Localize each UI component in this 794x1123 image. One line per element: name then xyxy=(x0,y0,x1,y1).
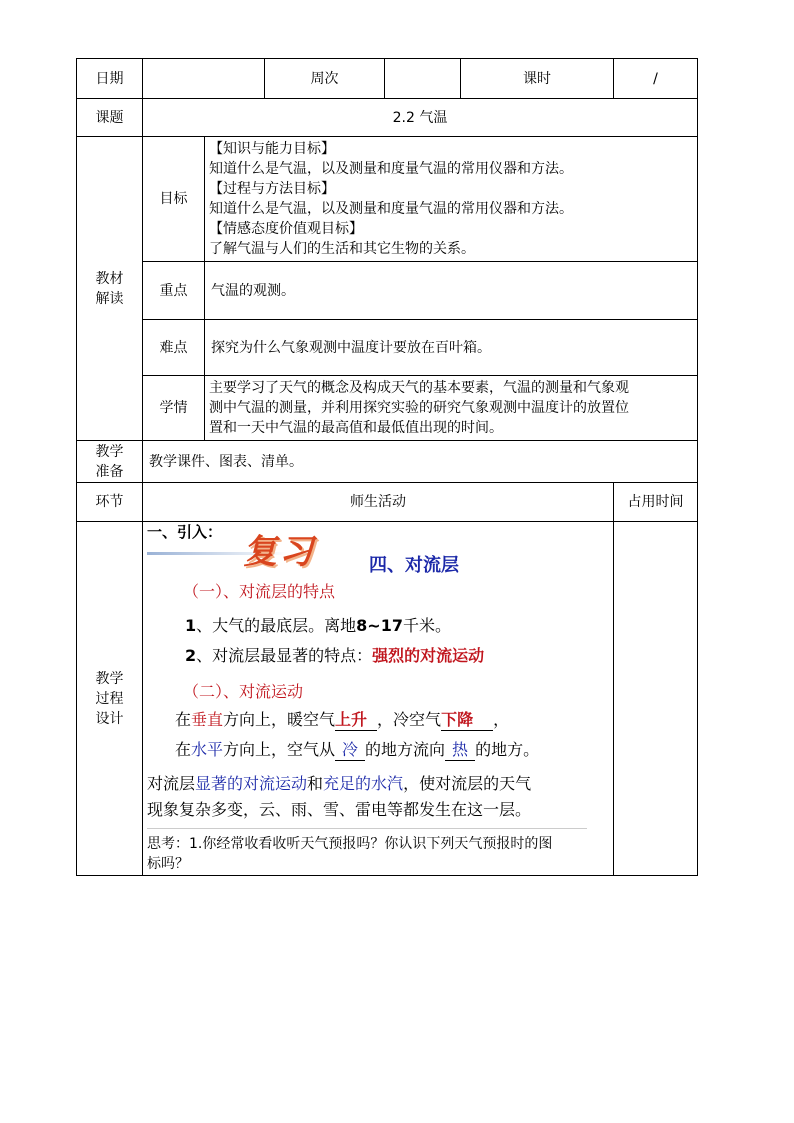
topic-value: 2.2 气温 xyxy=(143,99,698,137)
term-moisture: 充足的水汽 xyxy=(323,774,404,793)
slide-bottom-rule xyxy=(147,828,587,829)
point-2 xyxy=(185,646,484,666)
goal-line: 【过程与方法目标】 xyxy=(209,181,335,197)
period-value: / xyxy=(614,59,698,99)
review-slide xyxy=(143,522,613,872)
learning-line: 置和一天中气温的最高值和最低值出现的时间。 xyxy=(209,420,503,436)
point-1 xyxy=(185,616,451,636)
week-label: 周次 xyxy=(265,59,385,99)
materials-label: 教材解读 xyxy=(77,137,143,441)
think-line-1: 思考：1.你经常收看收听天气预报吗？你认识下列天气预报时的图 xyxy=(147,836,553,852)
date-value xyxy=(143,59,265,99)
point-1-text: 、大气的最底层。离地 xyxy=(196,616,357,635)
term-vertical: 垂直 xyxy=(191,710,224,729)
blank-fall: 下降 xyxy=(441,710,493,731)
prep-row xyxy=(77,441,698,483)
summary-line-1 xyxy=(147,774,531,794)
section-2-heading: （二）、对流运动 xyxy=(183,682,304,701)
stage-header: 环节 xyxy=(77,483,143,522)
columns-row xyxy=(77,483,698,522)
point-1-range: 8~17 xyxy=(356,616,403,635)
learning-line: 主要学习了天气的概念及构成天气的基本要素，气温的测量和气象观 xyxy=(209,380,629,396)
process-label: 教学过程设计 xyxy=(77,522,143,876)
point-1-unit: 千米。 xyxy=(402,616,451,635)
learning-content xyxy=(205,376,698,441)
text-segment: 在 xyxy=(175,740,192,759)
intro-heading: 一、引入： xyxy=(147,523,223,541)
period-label: 课时 xyxy=(461,59,614,99)
summary-line-2: 现象复杂多变，云、雨、雪、雷电等都发生在这一层。 xyxy=(147,800,532,819)
text-segment: 和 xyxy=(307,774,324,793)
point-2-highlight: 强烈的对流运动 xyxy=(372,646,485,665)
difficulty-label: 难点 xyxy=(143,320,205,376)
date-label: 日期 xyxy=(77,59,143,99)
text-segment: 的地方流向 xyxy=(365,740,446,759)
horizontal-line xyxy=(175,740,539,761)
difficulty-row xyxy=(77,320,698,376)
process-row xyxy=(77,522,698,876)
goal-line: 知道什么是气温，以及测量和度量气温的常用仪器和方法。 xyxy=(209,161,573,177)
point-2-number: 2 xyxy=(185,646,197,665)
text-segment: 方向上，暖空气 xyxy=(223,710,336,729)
text-segment: ，使对流层的天气 xyxy=(403,774,532,793)
difficulty-value: 探究为什么气象观测中温度计要放在百叶箱。 xyxy=(205,320,698,376)
blank-hot: 热 xyxy=(445,740,475,761)
slide-title: 四、对流层 xyxy=(369,555,459,576)
goal-line: 【知识与能力目标】 xyxy=(209,141,335,157)
text-segment: 方向上，空气从 xyxy=(223,740,336,759)
term-horizontal: 水平 xyxy=(191,740,224,759)
point-1-number: 1 xyxy=(185,616,197,635)
goal-line: 了解气温与人们的生活和其它生物的关系。 xyxy=(209,241,475,257)
review-title: 复习 xyxy=(243,532,315,572)
point-2-text: 、对流层最显著的特点： xyxy=(196,646,373,665)
text-segment: 在 xyxy=(175,710,192,729)
key-point-row xyxy=(77,262,698,320)
blank-cold: 冷 xyxy=(335,740,365,761)
time-cell xyxy=(614,522,698,876)
header-row xyxy=(77,59,698,99)
blank-rise: 上升 xyxy=(335,710,377,731)
text-segment: ， xyxy=(493,710,510,729)
lesson-plan-table xyxy=(76,58,698,876)
activity-header: 师生活动 xyxy=(143,483,614,522)
key-point-value: 气温的观测。 xyxy=(205,262,698,320)
goals-content xyxy=(205,137,698,262)
topic-row xyxy=(77,99,698,137)
key-point-label: 重点 xyxy=(143,262,205,320)
goal-line: 知道什么是气温，以及测量和度量气温的常用仪器和方法。 xyxy=(209,201,573,217)
text-segment: 的地方。 xyxy=(475,740,540,759)
learning-row xyxy=(77,376,698,441)
week-value xyxy=(385,59,461,99)
goals-row xyxy=(77,137,698,262)
goal-line: 【情感态度价值观目标】 xyxy=(209,221,363,237)
text-segment: 对流层 xyxy=(147,774,196,793)
think-line-2: 标吗？ xyxy=(147,856,189,872)
prep-label: 教学准备 xyxy=(77,441,143,483)
section-1-heading: （一）、对流层的特点 xyxy=(183,582,336,601)
learning-label: 学情 xyxy=(143,376,205,441)
process-content xyxy=(143,522,614,876)
prep-value: 教学课件、图表、清单。 xyxy=(143,441,698,483)
learning-line: 测中气温的测量，并利用探究实验的研究气象观测中温度计的放置位 xyxy=(209,400,629,416)
vertical-line xyxy=(175,710,509,731)
goals-label: 目标 xyxy=(143,137,205,262)
text-segment: ，冷空气 xyxy=(377,710,442,729)
term-convection: 显著的对流运动 xyxy=(195,774,308,793)
time-header: 占用时间 xyxy=(614,483,698,522)
topic-label: 课题 xyxy=(77,99,143,137)
